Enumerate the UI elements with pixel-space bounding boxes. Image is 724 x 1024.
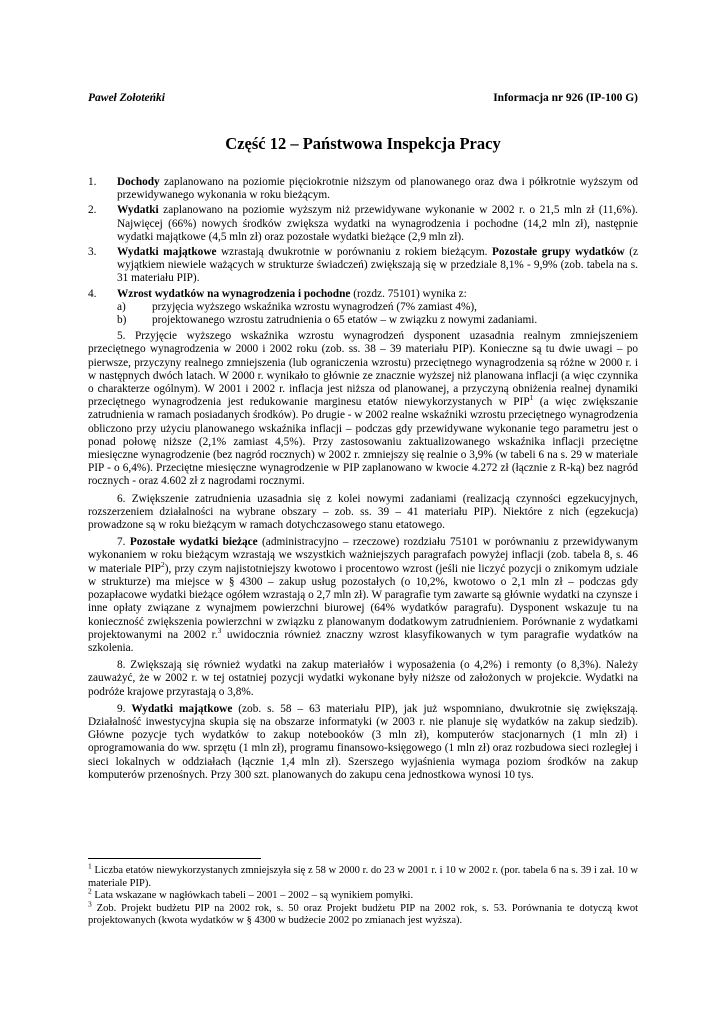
paragraph-8: 8. Zwiększają się również wydatki na zakup materiałów i wyposażenia (o 4,2%) i remonty (o 8,3%). Należy zauważyć, że w 2002 r. w tej ostatniej pozycji wydatki wykonane były niższe od założonych w projekcie. Wydatki na podróże krajowe przyrastają o 3,8%. (88, 659, 638, 698)
footnote-text: Liczba etatów niewykorzystanych zmniejszyła się z 58 w 2000 r. do 23 w 2001 r. i 10 w 2002 r. (por. tabela 6 na s. 39 i zał. 10 w materiale PIP). (88, 865, 638, 889)
item-text: zaplanowano na poziomie pięciokrotnie niższym od planowanego oraz dwa i półkrotnie wyższym od przewidywanego wykonania w roku bieżącym. (117, 176, 638, 202)
item-bold: Pozostałe grupy wydatków (492, 246, 625, 259)
sublist-item (117, 314, 638, 327)
sublist-item (117, 301, 638, 314)
footnote-ref: 2 (160, 559, 165, 569)
document-page (88, 92, 638, 786)
page-title: Część 12 – Państwowa Inspekcja Pracy (225, 134, 501, 153)
paragraph-9 (88, 703, 638, 782)
item-text: (z wyjątkiem niewiele ważących w strukturze świadczeń) zwiększają się w przedziale 8,1% - 9,9% (zob. tabela na s. 31 materiału PIP). (117, 246, 638, 285)
footnotes (88, 858, 638, 928)
footnote-ref: 3 (217, 625, 222, 635)
paragraph-number: 7. (117, 536, 130, 549)
paragraph-bold: Pozostałe wydatki bieżące (129, 536, 258, 549)
item-text: wzrastają dwukrotnie w porównaniu z rokiem bieżącym. (216, 246, 492, 259)
info-number: Informacja nr 926 (IP-100 G) (493, 92, 638, 104)
list-item-3 (88, 246, 638, 286)
paragraph-6: 6. Zwiększenie zatrudnienia uzasadnia się z kolei nowymi zadaniami (realizacją czynności egzekucyjnych, rozszerzeniem działalności na wybrane obszary – zob. ss. 39 – 41 materiału PIP). Niektóre z nich (egzekucja) prowadzone są w roku bieżącym w ramach dotychczasowego stanu etatowego. (88, 492, 638, 532)
paragraph-text: uwidocznia również znaczny wzrost klasyfikowanych w tym paragrafie wydatków na szkolenia. (88, 628, 639, 654)
author-name: Paweł Zołoteńki (88, 92, 165, 104)
paragraph-text: ), przy czym najistotniejszy kwotowo i procentowo wzrost (jeśli nie liczyć pozycji o znikomym udziale w strukturze) ma miejsce w § 4300 – zakup usług pozostałych (o 10,2%, kwotowo o 2,1 mln zł – podczas gdy pozapłacowe wydatki bieżące ogółem wzrastają o 2,7 mln zł). W paragrafie tym zawarte są głównie wydatki na czynsze i inne opłaty związane z wynajmem powierzchni biurowej (64% wydatków paragrafu). Dysponent wskazuje tu na konieczność zwiększenia powierzchni w związku z planowanym dodatkowym zatrudnieniem. Porównanie z wydatkami projektowanymi na 2002 r. (88, 562, 638, 641)
paragraph-5 (88, 330, 638, 488)
paragraph-text: (administracyjno – rzeczowe) rozdziału 75101 w porównaniu z przewidywanym wykonaniem w roku bieżącym wzrastają we wszystkich ważniejszych paragrafach powyżej inflacji (zob. tabela 8, s. 46 w materiale PIP (88, 536, 638, 575)
list-item-2 (88, 204, 638, 244)
list-number: 3. (88, 246, 97, 259)
item-bold: Wzrost wydatków na wynagrodzenia i pochodne (117, 287, 351, 300)
footnote-text: Zob. Projekt budżetu PIP na 2002 rok, s. 50 oraz Projekt budżetu PIP na 2002 rok, s. 53. Porównania te dotyczą kwot projektowanych (kwota wydatków w § 4300 w budżecie 2002 po zmianach jest wyższa). (88, 902, 638, 926)
sublist-label: a) (117, 300, 126, 313)
sublist-label: b) (117, 314, 127, 327)
paragraph-text: (zob. s. 58 – 63 materiału PIP), jak już wspomniano, dwukrotnie się zwiększają. Działalność inwestycyjna skupia się na obszarze informatyki (w 2003 r. nie planuje się wydatków na zakup siedzib). Główne pozycje tych wydatków to zakup notebooków (3 mln zł), komputerów stacjonarnych (1 mln zł) i oprogramowania do ww. sprzętu (1 mln zł), programu finansowo-księgowego (1 mln zł) oraz rozbudowa sieci rozległej i sieci lokalnych w oddziałach (łącznie 1,4 mln zł). Szerszego wyjaśnienia wymaga poziom środków na zakup komputerów przenośnych. Przy 300 szt. planowanych do zakupu cena jednostkowa wynosi 10 tys. (88, 702, 639, 781)
footnote-mark: 2 (88, 886, 92, 896)
list-item-4 (88, 288, 638, 301)
item-bold: Dochody (117, 176, 160, 188)
list-number: 2. (88, 204, 97, 217)
footnote-3 (88, 899, 638, 928)
item-text: zaplanowano na poziomie wyższym niż przewidywane wykonanie w 2002 r. o 21,5 mln zł (11,6%). Najwięcej (66%) nowych środków zwiększa wydatki na wynagrodzenia i pochodne (14,2 mln zł), następnie wydatki majątkowe (4,5 mln zł) oraz pozostałe wydatki bieżące (2,9 mln zł). (117, 204, 638, 243)
paragraph-text: 5. Przyjęcie wyższego wskaźnika wzrostu wynagrodzeń dysponent uzasadnia realnym zmniejszeniem przeciętnego wynagrodzenia w 2000 i 2002 roku (zob. ss. 38 – 39 materiału PIP). Konieczne są tu dwie uwagi – po pierwsze, przyczyny realnego zmniejszenia (lub ograniczenia wzrostu) przeciętnego wynagrodzenia są różne w 2000 r. i w następnych dwóch latach. W 2000 r. wynikało to głównie ze znacznie wyższej niż planowana inflacji (a więc czynnika o charakterze ogólnym). W 2001 i 2002 r. inflacja jest niższa od planowanej, a przyczyną obniżenia realnej dynamiki przeciętnego wynagrodzenia jest redukowanie marginesu etatów niewykorzystanych w PIP (88, 330, 638, 409)
paragraph-bold: Wydatki majątkowe (131, 702, 233, 715)
paragraph-text: (a więc zwiększanie zatrudnienia w ramach posiadanych środków). Po drugie - w 2002 realne wskaźniki wzrostu przeciętnego wynagrodzenia obliczono przy użyciu planowanego wskaźnika inflacji – podczas gdy przewidywane wykonanie tego parametru jest o ponad połowę niższe (2,1% zamiast 4,5%). Przy zastosowaniu zaktualizowanego wskaźnika inflacji przeciętne miesięczne wynagrodzenie (bez nagród rocznych) w 2002 r. zmniejszy się realnie o 3,9% (w tabeli 6 na s. 29 w materiale PIP - o 6,4%). Przeciętne miesięczne wynagrodzenie w PIP zaplanowano w kwocie 4.272 zł (łącznie z R-ką) bez nagród rocznych - oraz 4.602 zł z nagrodami rocznymi. (88, 396, 638, 488)
paragraph-number: 9. (117, 702, 132, 715)
list-item-1 (88, 176, 638, 202)
footnote-1 (88, 861, 638, 890)
footnote-ref: 1 (529, 393, 534, 403)
item-bold: Wydatki (117, 204, 159, 217)
footnote-mark: 1 (88, 861, 92, 871)
sublist (88, 301, 638, 327)
list-number: 4. (88, 287, 97, 300)
footnote-mark: 3 (88, 899, 92, 908)
footnote-2 (88, 886, 638, 903)
item-bold: Wydatki majątkowe (117, 246, 217, 259)
paragraph-7 (88, 536, 638, 655)
list-number: 1. (88, 176, 97, 188)
page-header (88, 92, 638, 106)
sublist-text: projektowanego wzrostu zatrudnienia o 65 etatów – w związku z nowymi zadaniami. (152, 314, 538, 327)
footnote-separator (88, 858, 261, 859)
sublist-text: przyjęcia wyższego wskaźnika wzrostu wynagrodzeń (7% zamiast 4%), (152, 300, 477, 313)
item-text: (rozdz. 75101) wynika z: (350, 287, 467, 300)
footnote-text: Lata wskazane w nagłówkach tabeli – 2001 – 2002 – są wynikiem pomyłki. (91, 890, 414, 901)
